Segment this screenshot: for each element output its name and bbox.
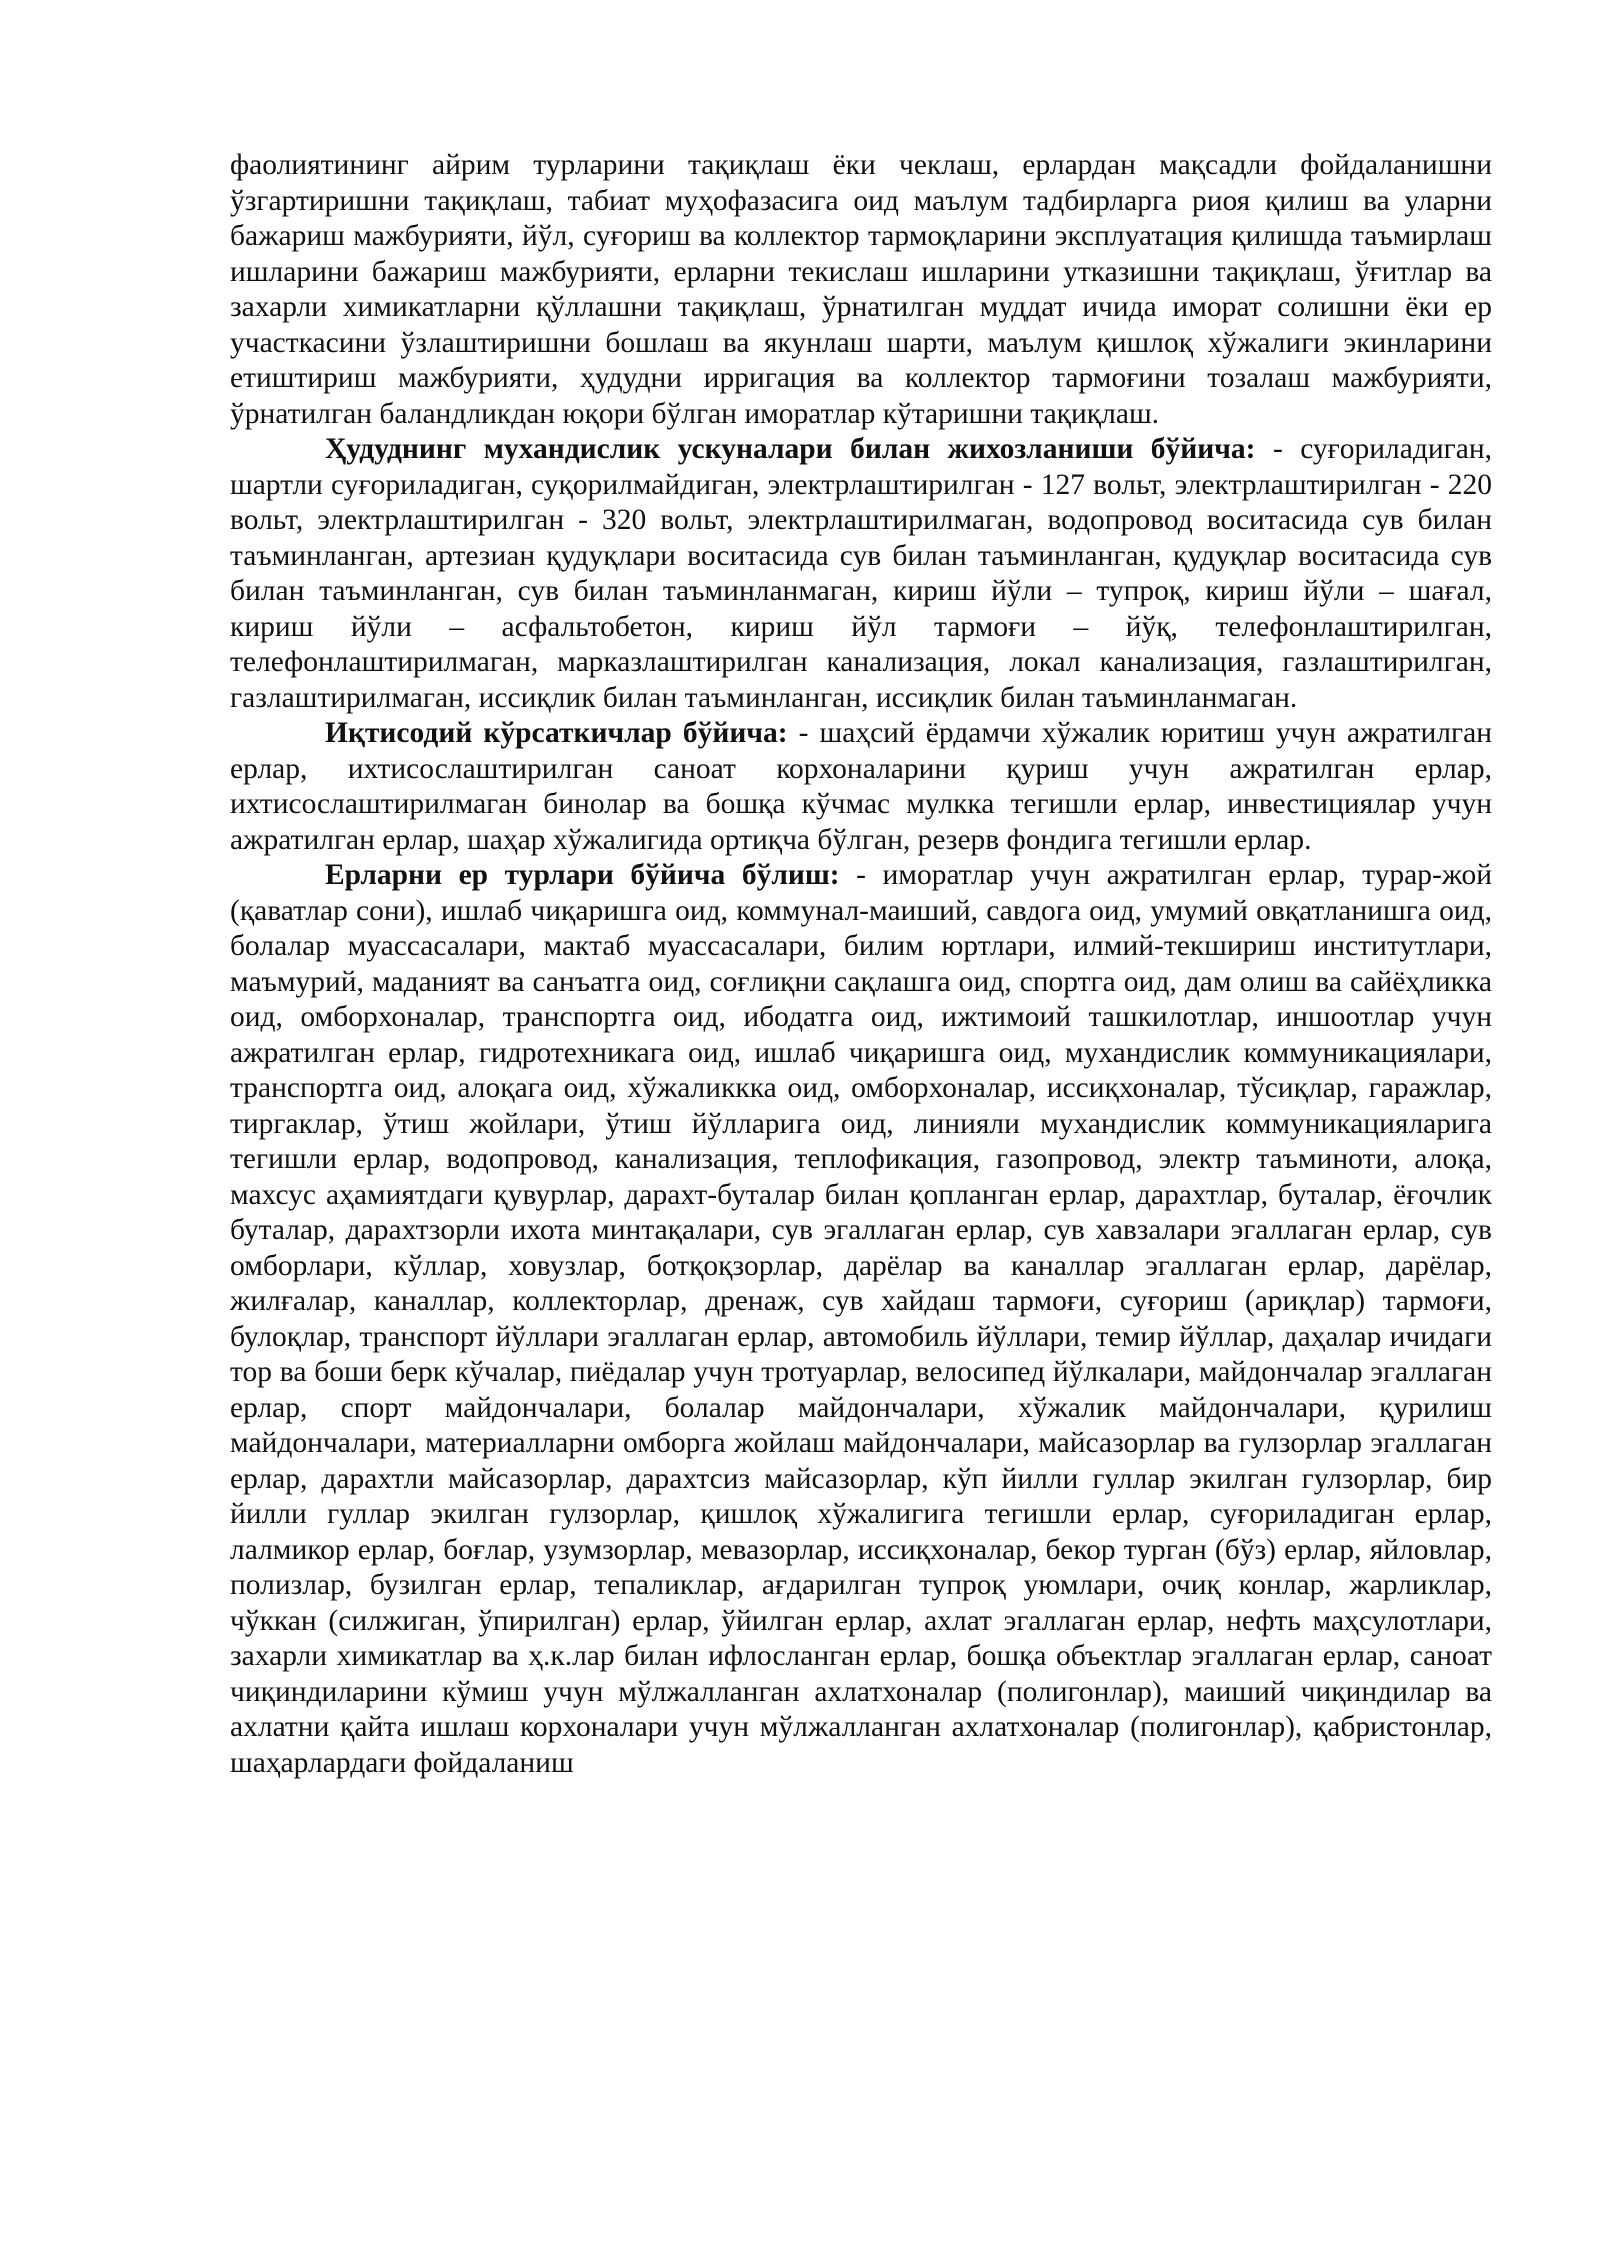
paragraph-restrictions [230,148,1492,432]
paragraph-heading: Ерларни ер турлари бўйича бўлиш: [325,859,840,891]
paragraph-text: фаолиятининг айрим турларини тақиқлаш ёки чеклаш, ерлардан мақсадли фойдаланишни ўзгартиришни тақиқлаш, табиат муҳофазасига оид маълум тадбирларга риоя қилиш ва уларни бажариш мажбурияти, йўл, суғориш ва коллектор тармоқларини эксплуатация қилишда таъмирлаш ишларини бажариш мажбурияти, ерларни текислаш ишларини утказишни тақиқлаш, ўғитлар ва захарли химикатларни қўллашни тақиқлаш, ўрнатилган муддат ичида иморат солишни ёки ер участкасини ўзлаштиришни бошлаш ва якунлаш шарти, маълум қишлоқ хўжалиги экинларини етиштириш мажбурияти, ҳудудни ирригация ва коллектор тармоғини тозалаш мажбурияти, ўрнатилган баландликдан юқори бўлган иморатлар кўтаришни тақиқлаш. [230,149,1492,430]
document-page [230,148,1492,1781]
paragraph-engineering-equipment [230,432,1492,716]
paragraph-text: - суғориладиган, шартли суғориладиган, суқорилмайдиган, электрлаштирилган - 127 вольт, электрлаштирилган - 220 вольт, электрлаштирилган - 320 вольт, электрлаштирилмаган, водопровод воситасида сув билан таъминланган, артезиан қудуқлари воситасида сув билан таъминланган, қудуқлар воситасида сув билан таъминланган, сув билан таъминланмаган, кириш йўли – тупроқ, кириш йўли – шағал, кириш йўли – асфальтобетон, кириш йўл тармоғи – йўқ, телефонлаштирилган, телефонлаштирилмаган, марказлаштирилган канализация, локал канализация, газлаштирилган, газлаштирилмаган, иссиқлик билан таъминланган, иссиқлик билан таъминланмаган. [230,433,1492,714]
paragraph-text: - шаҳсий ёрдамчи хўжалик юритиш учун ажратилган ерлар, ихтисослаштирилган саноат корхоналарини қуриш учун ажратилган ерлар, ихтисослаштирилмаган бинолар ва бошқа кўчмас мулкка тегишли ерлар, инвестициялар учун ажратилган ерлар, шаҳар хўжалигида ортиқча бўлган, резерв фондига тегишли ерлар. [230,717,1492,856]
paragraph-economic-indicators [230,716,1492,858]
paragraph-heading: Иқтисодий кўрсаткичлар бўйича: [325,717,788,749]
paragraph-heading: Ҳудуднинг мухандислик ускуналари билан жихозланиши бўйича: [325,433,1256,465]
paragraph-text: - иморатлар учун ажратилган ерлар, турар-жой (қаватлар сони), ишлаб чиқаришга оид, коммунал-маиший, савдога оид, умумий овқатланишга оид, болалар муассасалари, мактаб муассасалари, билим юртлари, илмий-текшириш институтлари, маъмурий, маданият ва санъатга оид, соғлиқни сақлашга оид, спортга оид, дам олиш ва сайёҳликка оид, омборхоналар, транспортга оид, ибодатга оид, ижтимоий ташкилотлар, иншоотлар учун ажратилган ерлар, гидротехникага оид, ишлаб чиқаришга оид, мухандислик коммуникациялари, транспортга оид, алоқага оид, хўжаликкка оид, омборхоналар, иссиқхоналар, тўсиқлар, гаражлар, тиргаклар, ўтиш жойлари, ўтиш йўлларига оид, линияли мухандислик коммуникацияларига тегишли ерлар, водопровод, канализация, теплофикация, газопровод, электр таъминоти, алоқа, махсус аҳамиятдаги қувурлар, дарахт-буталар билан қопланган ерлар, дарахтлар, буталар, ёғочлик буталар, дарахтзорли ихота минтақалари, сув эгаллаган ерлар, сув хавзалари эгаллаган ерлар, сув омборлари, кўллар, ховузлар, ботқоқзорлар, дарёлар ва каналлар эгаллаган ерлар, дарёлар, жилғалар, каналлар, коллекторлар, дренаж, сув хайдаш тармоғи, суғориш (ариқлар) тармоғи, булоқлар, транспорт йўллари эгаллаган ерлар, автомобиль йўллари, темир йўллар, даҳалар ичидаги тор ва боши берк кўчалар, пиёдалар учун тротуарлар, велосипед йўлкалари, майдончалар эгаллаган ерлар, спорт майдончалари, болалар майдончалари, хўжалик майдончалари, қурилиш майдончалари, материалларни омборга жойлаш майдончалари, майсазорлар ва гулзорлар эгаллаган ерлар, дарахтли майсазорлар, дарахтсиз майсазорлар, кўп йилли гуллар экилган гулзорлар, бир йилли гуллар экилган гулзорлар, қишлоқ хўжалигига тегишли ерлар, суғориладиган ерлар, лалмикор ерлар, боғлар, узумзорлар, мевазорлар, иссиқхоналар, бекор турган (бўз) ерлар, яйловлар, полизлар, бузилган ерлар, тепаликлар, ағдарилган тупроқ уюмлари, очиқ конлар, жарликлар, чўккан (силжиган, ўпирилган) ерлар, ўйилган ерлар, ахлат эгаллаган ерлар, нефть маҳсулотлари, захарли химикатлар ва ҳ.к.лар билан ифлосланган ерлар, бошқа объектлар эгаллаган ерлар, саноат чиқиндиларини кўмиш учун мўлжалланган ахлатхоналар (полигонлар), маиший чиқиндилар ва ахлатни қайта ишлаш корхоналари учун мўлжалланган ахлатхоналар (полигонлар), қабристонлар, шаҳарлардаги фойдаланиш [230,859,1493,1779]
paragraph-land-types [230,858,1492,1781]
